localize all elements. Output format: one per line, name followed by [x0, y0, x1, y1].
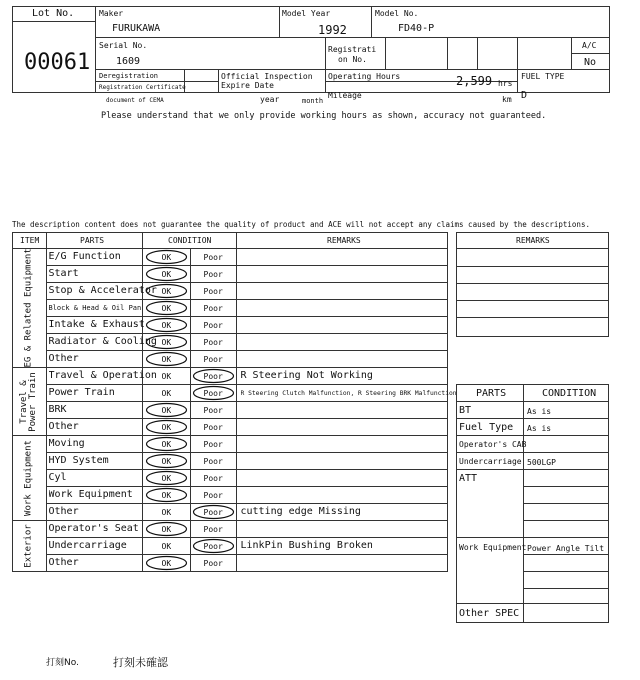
col-item: ITEM: [20, 236, 40, 245]
poor-option: Poor: [203, 320, 223, 330]
poor-option: Poor: [203, 439, 223, 449]
lot-number: 00061: [24, 50, 91, 75]
right-cond-work-equipment: Power Angle Tilt: [527, 544, 605, 553]
row-part: Travel & Operation: [48, 369, 157, 381]
right-cond-undercarriage: 500LGP: [527, 458, 556, 467]
ac-label: A/C: [582, 41, 597, 50]
ok-option: OK: [161, 541, 172, 551]
ok-option: OK: [161, 490, 172, 500]
poor-option: Poor: [203, 507, 223, 517]
ok-option: OK: [161, 507, 172, 517]
ok-option: OK: [161, 303, 172, 313]
ok-option: OK: [161, 558, 172, 568]
poor-option: Poor: [203, 286, 223, 296]
cema-label: document of CEMA: [106, 97, 164, 104]
ok-option: OK: [161, 252, 172, 262]
reg-cert-label: Registration Certificate: [99, 84, 186, 91]
disclaimer: The description content does not guarantee the quality of product and ACE will not accept any claims caused by the descriptions.: [12, 220, 590, 229]
ok-option: OK: [161, 456, 172, 466]
row-part: Block & Head & Oil Pan: [48, 303, 142, 312]
right-part-other-spec: Other SPEC: [459, 608, 520, 619]
row-part: E/G Function: [48, 250, 121, 262]
ok-option: OK: [161, 269, 172, 279]
ok-option: OK: [161, 524, 172, 534]
right-part-operator-cab: Operator's CAB: [459, 440, 527, 449]
row-part: Radiator & Cooling: [48, 335, 157, 347]
ok-option: OK: [161, 371, 172, 381]
row-part: Intake & Exhaust: [48, 318, 145, 330]
serial-label: Serial No.: [99, 41, 148, 50]
row-remark: R Steering Clutch Malfunction, R Steering BRK Malfunction: [240, 389, 457, 397]
row-part: BRK: [48, 403, 67, 415]
row-part: Undercarriage: [48, 539, 127, 551]
poor-option: Poor: [203, 490, 223, 500]
group-label: Exterior: [23, 524, 34, 568]
maker-label: Maker: [99, 9, 124, 18]
row-part: Power Train: [48, 386, 115, 398]
row-part: Other: [48, 420, 79, 432]
mileage-label: Mileage: [328, 91, 362, 100]
row-remark: LinkPin Bushing Broken: [240, 539, 373, 551]
poor-option: Poor: [203, 473, 223, 483]
maker-value: FURUKAWA: [112, 23, 161, 34]
row-part: Operator's Seat: [48, 522, 139, 534]
ok-option: OK: [161, 473, 172, 483]
registration-label-2: on No.: [338, 55, 367, 64]
right-remarks-label: REMARKS: [516, 236, 550, 245]
serial-value: 1609: [116, 56, 141, 67]
year-label: year: [260, 95, 280, 104]
month-label: month: [302, 97, 324, 105]
poor-option: Poor: [203, 303, 223, 313]
poor-option: Poor: [203, 524, 223, 534]
group-label: EG & Related Equipment: [23, 248, 34, 368]
right-part-undercarriage: Undercarriage: [459, 457, 522, 466]
ok-option: OK: [161, 354, 172, 364]
ac-value: No: [584, 57, 597, 68]
right-part-fuel-type: Fuel Type: [459, 422, 514, 433]
model-no-value: FD40-P: [398, 23, 435, 34]
right-cond-fuel-type: As is: [527, 424, 552, 433]
model-year-value: 1992: [318, 23, 347, 37]
hrs-unit: hrs: [498, 79, 513, 88]
dereg-label: Deregistration: [99, 72, 159, 80]
group-label: Travel & Power Train: [18, 371, 38, 432]
poor-option: Poor: [203, 371, 223, 381]
km-unit: km: [502, 95, 512, 104]
row-part: Other: [48, 556, 79, 568]
right-parts-label: PARTS: [476, 388, 507, 399]
poor-option: Poor: [203, 405, 223, 415]
right-part-att: ATT: [459, 473, 478, 484]
row-part: Other: [48, 505, 79, 517]
poor-option: Poor: [203, 337, 223, 347]
row-part: Moving: [48, 437, 85, 449]
inspection-label-2: Expire Date: [221, 81, 274, 90]
row-part: Cyl: [48, 471, 67, 483]
row-part: Other: [48, 352, 79, 364]
right-condition-label: CONDITION: [542, 388, 597, 399]
right-cond-bt: As is: [527, 407, 552, 416]
poor-option: Poor: [203, 388, 223, 398]
row-part: HYD System: [48, 454, 109, 466]
poor-option: Poor: [203, 269, 223, 279]
poor-option: Poor: [203, 456, 223, 466]
col-condition: CONDITION: [168, 236, 212, 245]
stamp-label: 打刻No.: [46, 658, 79, 668]
right-part-work-equipment: Work Equipment: [459, 543, 527, 552]
col-remarks: REMARKS: [327, 236, 361, 245]
poor-option: Poor: [203, 422, 223, 432]
right-part-bt: BT: [459, 405, 472, 416]
model-year-label: Model Year: [282, 9, 331, 18]
poor-option: Poor: [203, 558, 223, 568]
model-no-label: Model No.: [375, 9, 419, 18]
ok-option: OK: [161, 337, 172, 347]
hours-note: Please understand that we only provide working hours as shown, accuracy not guaranteed.: [101, 111, 547, 121]
op-hours-value: 2,599: [456, 74, 493, 88]
ok-option: OK: [161, 405, 172, 415]
row-remark: R Steering Not Working: [240, 369, 373, 381]
ok-option: OK: [161, 439, 172, 449]
fuel-type-value: D: [521, 90, 528, 101]
ok-option: OK: [161, 320, 172, 330]
inspection-label: Official Inspection: [221, 72, 313, 81]
poor-option: Poor: [203, 354, 223, 364]
fuel-type-label: FUEL TYPE: [521, 72, 565, 81]
group-label: Work Equipment: [23, 440, 34, 516]
poor-option: Poor: [203, 252, 223, 262]
ok-option: OK: [161, 388, 172, 398]
registration-label: Registrati: [328, 45, 377, 54]
stamp-value: 打刻未確認: [113, 656, 168, 669]
ok-option: OK: [161, 286, 172, 296]
op-hours-label: Operating Hours: [328, 72, 401, 81]
col-parts: PARTS: [80, 236, 105, 245]
row-part: Work Equipment: [48, 488, 133, 500]
row-part: Start: [48, 267, 79, 279]
ok-option: OK: [161, 422, 172, 432]
lot-label: Lot No.: [32, 8, 75, 19]
row-part: Stop & Accelerator: [48, 284, 157, 296]
row-remark: cutting edge Missing: [240, 505, 361, 517]
poor-option: Poor: [203, 541, 223, 551]
